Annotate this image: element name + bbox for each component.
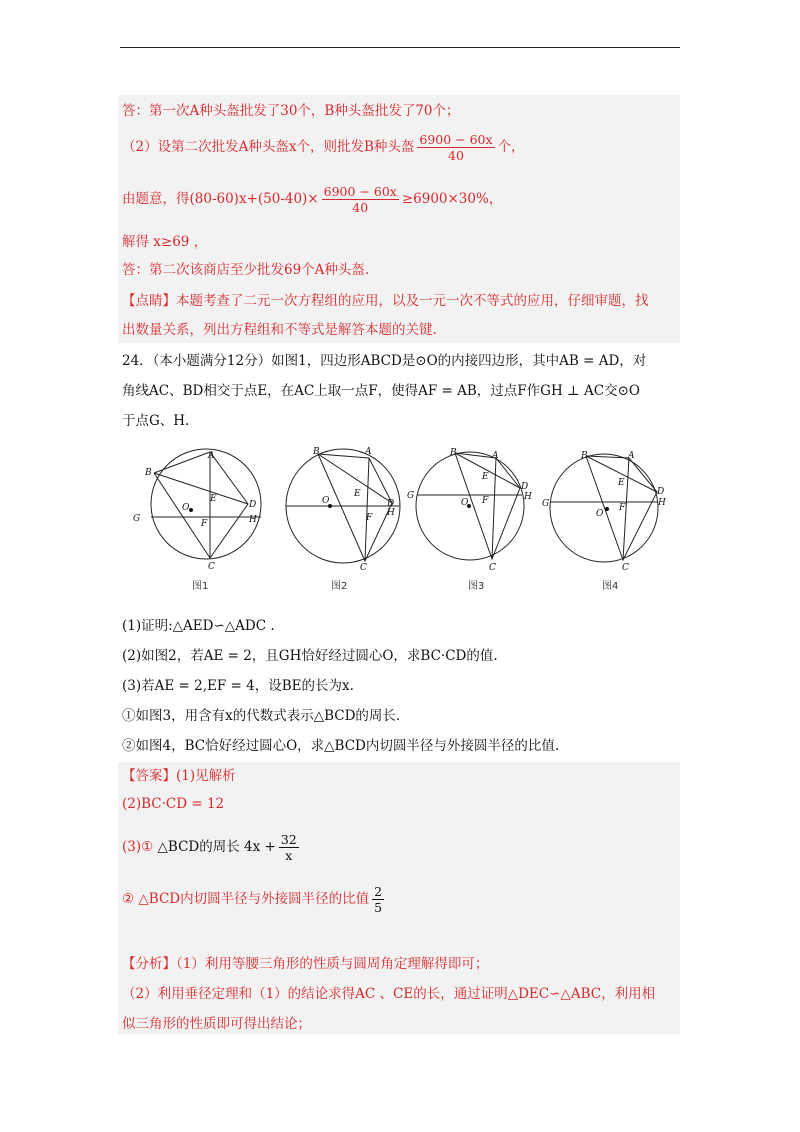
figure-label-f: F [366, 513, 373, 523]
sub-question-2: (2)如图2，若AE = 2，且GH恰好经过圆心O，求BC·CD的值. [122, 648, 498, 664]
figure-3-caption: 图3 [468, 581, 485, 592]
figure-label-b: B [581, 451, 588, 461]
figure-label-c: C [489, 563, 496, 573]
answer-1: 【答案】(1)见解析 [122, 768, 236, 784]
figure-label-b: B [145, 468, 152, 478]
fraction [322, 184, 399, 215]
figure-label-f: F [619, 503, 626, 513]
fraction-numerator: 6900 − 60x [323, 184, 397, 199]
figure-label-g: G [133, 514, 141, 524]
figure-label-o: O [596, 509, 604, 519]
analysis-1: 【分析】（1）利用等腰三角形的性质与圆周角定理解得即可； [122, 956, 489, 972]
geometry-figures [124, 446, 694, 596]
question-line-1: 24．（本小题满分12分）如图1，四边形ABCD是⊙O的内接四边形，其中AB = AD，对 [122, 353, 647, 369]
fraction-denominator: 5 [374, 900, 383, 915]
answer-line-1: 答：第一次A种头盔批发了30个，B种头盔批发了70个； [122, 103, 460, 119]
sub-question-3: (3)若AE = 2,EF = 4，设BE的长为x. [122, 678, 354, 694]
answer-3-text: △BCD的周长 [157, 839, 240, 855]
answer-3-expression: 4x + [244, 839, 276, 855]
figure-label-h: H [387, 508, 395, 518]
answer-3-label: (3)① [122, 839, 154, 855]
sub-question-1: (1)证明:△AED∽△ADC . [122, 618, 275, 634]
figure-label-g: G [542, 499, 550, 509]
analysis-3: 似三角形的性质即可得出结论； [122, 1016, 311, 1032]
figure-1-caption: 图1 [192, 581, 209, 592]
question-line-2: 角线AC、BD相交于点E，在AC上取一点F，使得AF = AB，过点F作GH ⊥ AC交⊙O [122, 383, 640, 399]
question-line-3: 于点G、H. [122, 413, 190, 429]
figure-label-d: D [249, 500, 257, 510]
answer-4-label: ② [122, 891, 135, 907]
figure-2-diagonal-ac [365, 458, 369, 561]
figure-label-d: D [657, 487, 665, 497]
figure-1-quadrilateral [154, 452, 248, 558]
figure-label-c: C [622, 563, 629, 573]
figure-label-c: C [360, 563, 367, 573]
comment-line-1: 【点睛】本题考查了二元一次方程组的应用，以及一元一次不等式的应用，仔细审题，找 [122, 293, 649, 309]
figure-1-diagonal-bd [154, 473, 248, 504]
figure-2-caption: 图2 [331, 581, 348, 592]
answer-line-3-text: 由题意，得(80-60)x+(50-40)× [122, 191, 319, 207]
figure-1-center-dot [189, 508, 193, 512]
answer-3 [122, 832, 302, 863]
figure-label-e: E [210, 494, 217, 504]
figure-label-e: E [618, 478, 625, 488]
figure-label-g: G [407, 491, 415, 501]
sub-question-3-1: ①如图3，用含有x的代数式表示△BCD的周长. [122, 708, 401, 724]
fraction-denominator: x [285, 848, 293, 863]
figure-4-center-dot [605, 507, 609, 511]
figure-label-o: O [461, 498, 469, 508]
figure-label-a: A [628, 451, 635, 461]
figure-label-b: B [313, 447, 320, 457]
answer-line-2-text: （2）设第二次批发A种头盔x个，则批发B种头盔 [122, 139, 415, 155]
fraction-numerator: 2 [374, 884, 383, 899]
fraction-numerator: 32 [280, 832, 297, 847]
answer-2: (2)BC·CD = 12 [122, 796, 225, 812]
figure-label-a: A [208, 451, 215, 461]
figure-label-b: B [450, 448, 457, 458]
figure-label-o: O [322, 496, 330, 506]
fraction [372, 884, 384, 915]
fraction-numerator: 6900 − 60x [419, 132, 493, 147]
fraction-denominator: 40 [448, 148, 464, 163]
answer-line-2-end: 个， [497, 139, 525, 155]
figure-label-f: F [201, 519, 208, 529]
fraction-denominator: 40 [352, 200, 369, 215]
answer-line-3 [122, 184, 502, 215]
figure-label-a: A [492, 451, 499, 461]
figure-label-d: D [387, 499, 395, 509]
figure-label-o: O [182, 503, 190, 513]
figure-label-h: H [658, 498, 666, 508]
answer-4 [122, 884, 387, 915]
answer-line-4: 解得 x≥69 ， [122, 234, 208, 250]
header-rule [120, 47, 680, 48]
fraction [417, 132, 494, 163]
answer-line-3-end: ≥6900×30%， [401, 191, 503, 207]
figure-label-c: C [208, 562, 215, 572]
sub-question-3-2: ②如图4，BC恰好经过圆心O，求△BCD内切圆半径与外接圆半径的比值. [122, 738, 560, 754]
figure-label-h: H [524, 492, 532, 502]
figure-label-e: E [482, 472, 489, 482]
comment-line-2: 出数量关系，列出方程组和不等式是解答本题的关键. [122, 322, 437, 338]
figure-label-e: E [354, 489, 361, 499]
figure-label-d: D [521, 482, 529, 492]
answer-line-5: 答：第二次该商店至少批发69个A种头盔. [122, 262, 370, 278]
figure-1-circle [151, 449, 261, 559]
answer-line-2 [122, 132, 525, 163]
figure-4-caption: 图4 [602, 581, 619, 592]
figure-label-h: H [249, 515, 257, 525]
figure-label-a: A [365, 447, 372, 457]
fraction [279, 832, 299, 863]
figure-label-f: F [482, 496, 489, 506]
analysis-2: （2）利用垂径定理和（1）的结论求得AC 、CE的长，通过证明△DEC∽△ABC，利用相 [122, 986, 656, 1002]
answer-4-text: △BCD内切圆半径与外接圆半径的比值 [138, 891, 370, 907]
